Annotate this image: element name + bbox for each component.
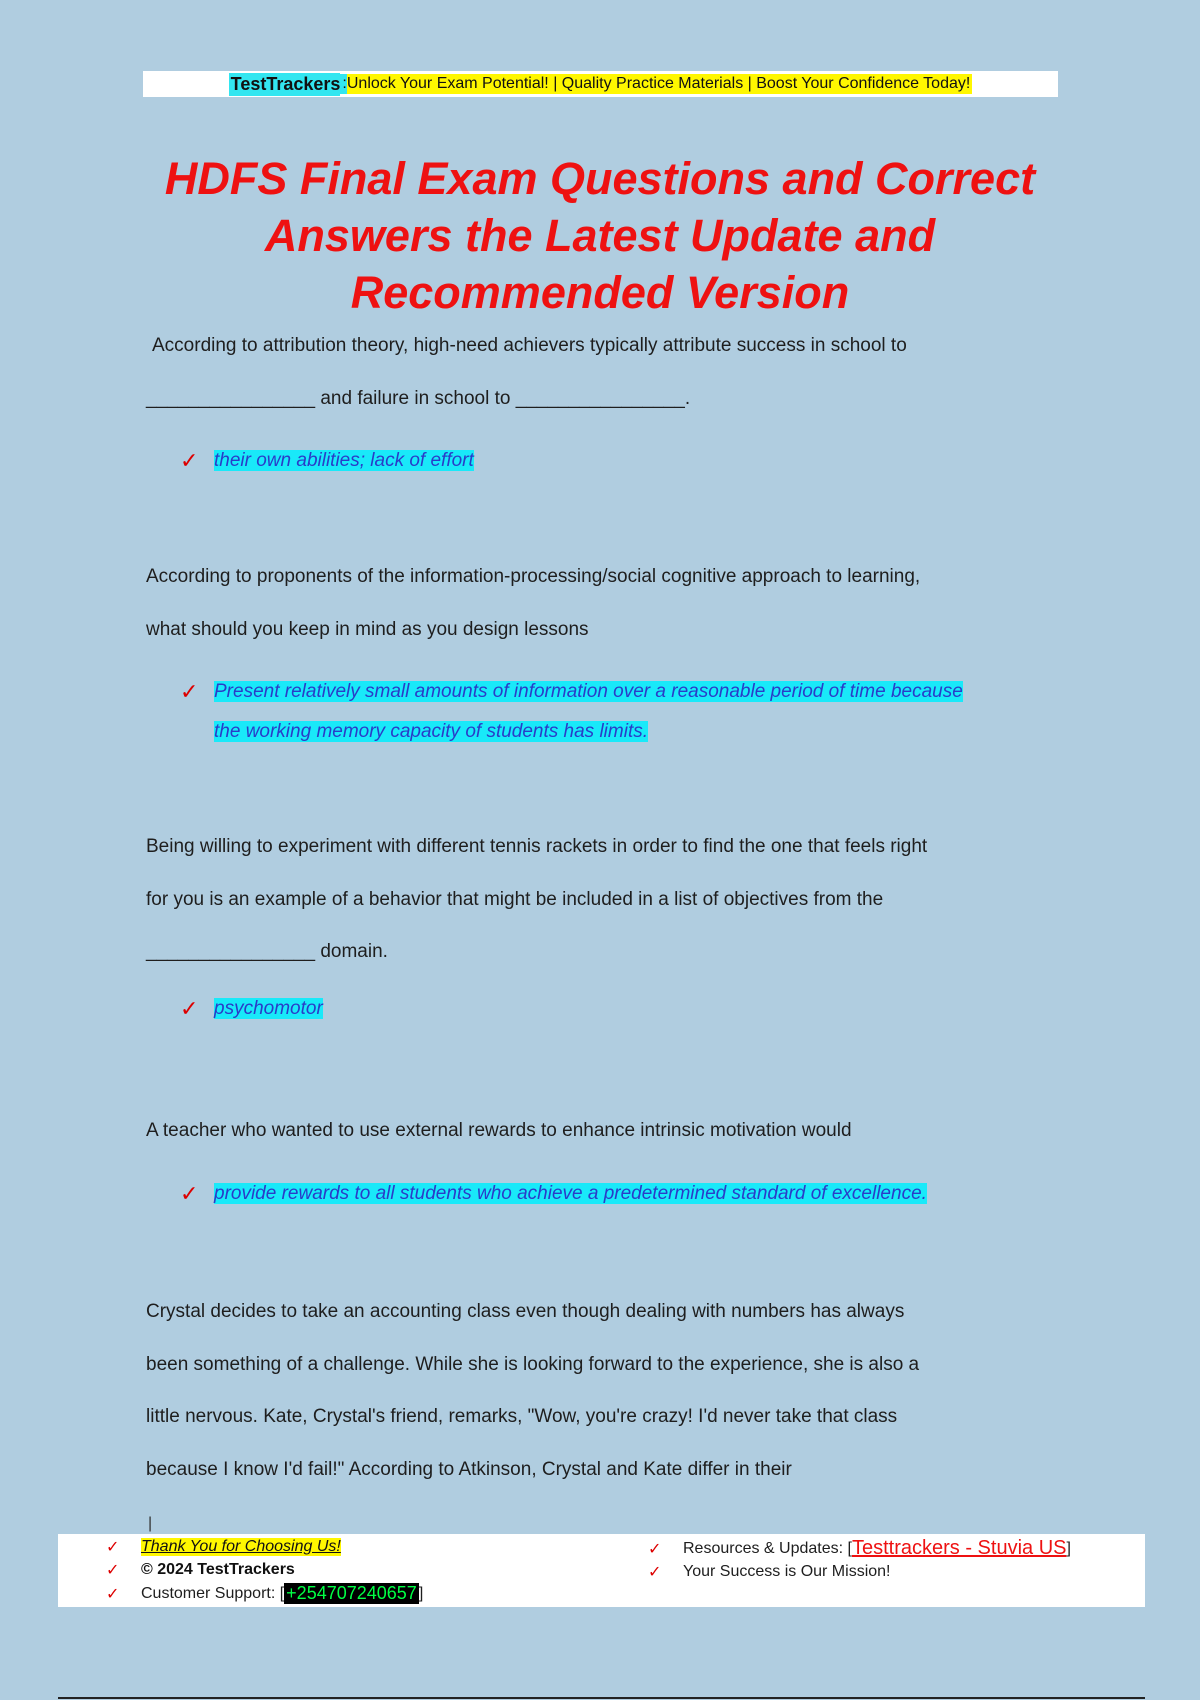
checkmark-icon: ✓ [648, 1564, 662, 1581]
resources-link[interactable]: Testtrackers - Stuvia US [851, 1537, 1067, 1559]
answer-item [146, 441, 1066, 481]
footer-resources [648, 1537, 1071, 1560]
checkmark-icon: ✓ [106, 1539, 120, 1556]
title-line-2: Answers the Latest Update and [264, 210, 936, 261]
brand-separator: : [342, 75, 347, 92]
checkmark-icon: ✓ [180, 995, 199, 1021]
answer-text [214, 1174, 927, 1214]
footer-copyright [106, 1560, 295, 1580]
answer-item [146, 989, 1066, 1029]
checkmark-icon: ✓ [180, 448, 199, 473]
footer-mission [648, 1562, 890, 1582]
answer-line: psychomotor [214, 997, 323, 1019]
question-line: ________________ domain. [146, 941, 388, 962]
thank-you-text: Thank You for Choosing Us! [141, 1538, 341, 1555]
support-bracket: ] [418, 1584, 424, 1602]
answer-item [146, 1174, 1066, 1214]
question-line: been something of a challenge. While she is looking forward to the experience, she is also a [146, 1353, 920, 1375]
footer-banner [58, 1534, 1145, 1607]
answer-line: their own abilities; lack of effort [214, 450, 474, 471]
text-cursor: | [148, 1515, 153, 1532]
answer-text [214, 672, 963, 752]
support-phone-link[interactable]: +254707240657 [286, 1583, 417, 1603]
checkmark-icon: ✓ [180, 1180, 199, 1206]
resources-label: Resources & Updates: [ [683, 1539, 852, 1557]
question-block-2 [146, 551, 1066, 752]
question-line: for you is an example of a behavior that might be included in a list of objectives from the [146, 888, 884, 910]
answer-line: Present relatively small amounts of information over a reasonable period of time because [214, 681, 963, 702]
header-banner [143, 71, 1058, 97]
mission-text: Your Success is Our Mission! [683, 1563, 891, 1580]
checkmark-icon: ✓ [106, 1585, 120, 1603]
question-line: ________________ and failure in school to ________________. [146, 387, 691, 409]
answer-text [214, 989, 323, 1029]
checkmark-icon: ✓ [106, 1562, 120, 1579]
resources-bracket: ] [1066, 1539, 1071, 1557]
bottom-divider [58, 1697, 1145, 1699]
question-line: because I know I'd fail!" According to Atkinson, Crystal and Kate differ in their [146, 1458, 792, 1480]
question-block-4 [146, 1105, 1066, 1214]
question-line: what should you keep in mind as you design lessons [146, 618, 589, 640]
footer-thank-you [106, 1537, 341, 1557]
question-line: Being willing to experiment with different tennis rackets in order to find the one that feels right [146, 836, 928, 857]
title-line-1: HDFS Final Exam Questions and Correct [164, 153, 1036, 204]
footer-support [106, 1583, 423, 1604]
copyright-text: © 2024 TestTrackers [141, 1561, 295, 1578]
question-block-1 [146, 320, 1066, 481]
question-block-5 [146, 1286, 1066, 1496]
answer-line: the working memory capacity of students has limits. [214, 721, 649, 742]
title-line-3: Recommended Version [350, 267, 850, 318]
question-line: According to proponents of the information-processing/social cognitive approach to learning, [146, 566, 921, 587]
question-line: A teacher who wanted to use external rewards to enhance intrinsic motivation would [146, 1120, 852, 1141]
page-title [150, 150, 1050, 321]
question-line: According to attribution theory, high-need achievers typically attribute success in school to [152, 335, 907, 356]
question-block-3 [146, 821, 1066, 1029]
answer-line: provide rewards to all students who achieve a predetermined standard of excellence. [214, 1182, 927, 1204]
question-line: Crystal decides to take an accounting class even though dealing with numbers has always [146, 1301, 905, 1322]
checkmark-icon: ✓ [180, 679, 199, 704]
support-label: Customer Support: [ [141, 1584, 285, 1602]
answer-item [146, 672, 1066, 752]
question-line: little nervous. Kate, Crystal's friend, remarks, "Wow, you're crazy! I'd never take that class [146, 1406, 898, 1427]
checkmark-icon: ✓ [648, 1540, 662, 1558]
header-tagline: Unlock Your Exam Potential! | Quality Practice Materials | Boost Your Confidence Today! [346, 75, 971, 92]
answer-text [214, 441, 474, 481]
brand-name: TestTrackers [230, 73, 341, 94]
